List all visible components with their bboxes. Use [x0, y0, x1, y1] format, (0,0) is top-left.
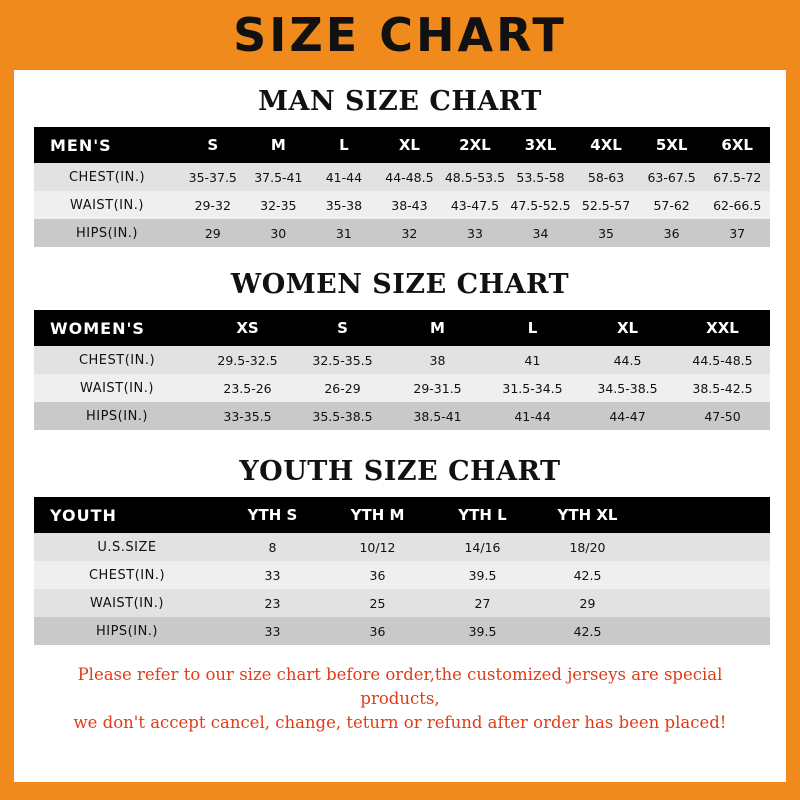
youth-size-table	[34, 497, 770, 645]
youth-col-1: YTH M	[325, 497, 430, 533]
women-row-2-label: HIPS(IN.)	[34, 402, 200, 430]
youth-r1c3: 42.5	[535, 561, 640, 589]
man-col-6: 4XL	[573, 127, 639, 163]
youth-col-spacer	[640, 497, 770, 533]
table-row	[34, 346, 770, 374]
youth-col-0: YTH S	[220, 497, 325, 533]
man-r1c0: 29-32	[180, 191, 246, 219]
youth-table-header	[34, 497, 770, 533]
youth-r0c3: 18/20	[535, 533, 640, 561]
women-section-title: WOMEN SIZE CHART	[230, 269, 570, 300]
youth-col-3: YTH XL	[535, 497, 640, 533]
man-r1c7: 57-62	[639, 191, 705, 219]
man-r1c4: 43-47.5	[442, 191, 508, 219]
table-row	[34, 589, 770, 617]
women-r2c3: 41-44	[485, 402, 580, 430]
man-row-1-label: WAIST(IN.)	[34, 191, 180, 219]
content	[14, 86, 786, 735]
women-r2c5: 47-50	[675, 402, 770, 430]
women-r0c1: 32.5-35.5	[295, 346, 390, 374]
youth-r3c2: 39.5	[430, 617, 535, 645]
women-r2c1: 35.5-38.5	[295, 402, 390, 430]
women-col-4: XL	[580, 310, 675, 346]
man-r2c7: 36	[639, 219, 705, 247]
youth-row-3-label: HIPS(IN.)	[34, 617, 220, 645]
women-r2c4: 44-47	[580, 402, 675, 430]
man-r1c2: 35-38	[311, 191, 377, 219]
man-r0c1: 37.5-41	[246, 163, 312, 191]
man-r1c5: 47.5-52.5	[508, 191, 574, 219]
table-row	[34, 533, 770, 561]
women-r1c5: 38.5-42.5	[675, 374, 770, 402]
man-r1c6: 52.5-57	[573, 191, 639, 219]
youth-r2c0: 23	[220, 589, 325, 617]
women-r0c3: 41	[485, 346, 580, 374]
man-table-body	[34, 163, 770, 247]
footnote-line-1: Please refer to our size chart before order,the customized jerseys are special products,	[77, 665, 723, 708]
youth-table-body	[34, 533, 770, 645]
youth-r2c1: 25	[325, 589, 430, 617]
women-col-0: XS	[200, 310, 295, 346]
footnote	[50, 663, 750, 735]
youth-r0-spacer	[640, 533, 770, 561]
women-r0c0: 29.5-32.5	[200, 346, 295, 374]
table-header-row	[34, 127, 770, 163]
man-r0c0: 35-37.5	[180, 163, 246, 191]
man-r2c3: 32	[377, 219, 443, 247]
youth-r3c3: 42.5	[535, 617, 640, 645]
youth-r0c0: 8	[220, 533, 325, 561]
women-r1c4: 34.5-38.5	[580, 374, 675, 402]
bottom-accent-bar	[0, 782, 800, 800]
man-r0c2: 41-44	[311, 163, 377, 191]
youth-r0c2: 14/16	[430, 533, 535, 561]
youth-col-2: YTH L	[430, 497, 535, 533]
youth-r1c0: 33	[220, 561, 325, 589]
youth-r0c1: 10/12	[325, 533, 430, 561]
man-col-2: L	[311, 127, 377, 163]
banner-title: SIZE CHART	[233, 8, 567, 62]
table-row	[34, 402, 770, 430]
man-r2c1: 30	[246, 219, 312, 247]
man-r0c6: 58-63	[573, 163, 639, 191]
youth-r1c1: 36	[325, 561, 430, 589]
man-r2c8: 37	[704, 219, 770, 247]
women-r1c1: 26-29	[295, 374, 390, 402]
table-header-row	[34, 497, 770, 533]
youth-r3c0: 33	[220, 617, 325, 645]
women-r2c0: 33-35.5	[200, 402, 295, 430]
women-r0c5: 44.5-48.5	[675, 346, 770, 374]
table-row	[34, 191, 770, 219]
man-header-corner: MEN'S	[34, 127, 180, 163]
youth-r1-spacer	[640, 561, 770, 589]
women-col-2: M	[390, 310, 485, 346]
women-col-3: L	[485, 310, 580, 346]
man-col-3: XL	[377, 127, 443, 163]
man-col-5: 3XL	[508, 127, 574, 163]
man-table-header	[34, 127, 770, 163]
youth-header-corner: YOUTH	[34, 497, 220, 533]
table-row	[34, 374, 770, 402]
man-col-4: 2XL	[442, 127, 508, 163]
women-row-1-label: WAIST(IN.)	[34, 374, 200, 402]
man-r0c7: 63-67.5	[639, 163, 705, 191]
man-section-title: MAN SIZE CHART	[258, 86, 542, 117]
man-col-7: 5XL	[639, 127, 705, 163]
youth-r3c1: 36	[325, 617, 430, 645]
youth-row-0-label: U.S.SIZE	[34, 533, 220, 561]
women-r1c0: 23.5-26	[200, 374, 295, 402]
man-r1c3: 38-43	[377, 191, 443, 219]
man-r0c5: 53.5-58	[508, 163, 574, 191]
youth-r1c2: 39.5	[430, 561, 535, 589]
women-table-body	[34, 346, 770, 430]
footnote-line-2: we don't accept cancel, change, teturn or refund after order has been placed!	[73, 712, 727, 732]
women-size-table	[34, 310, 770, 430]
table-row	[34, 617, 770, 645]
man-col-8: 6XL	[704, 127, 770, 163]
man-r2c5: 34	[508, 219, 574, 247]
man-r0c8: 67.5-72	[704, 163, 770, 191]
women-r0c4: 44.5	[580, 346, 675, 374]
women-header-corner: WOMEN'S	[34, 310, 200, 346]
women-table-header	[34, 310, 770, 346]
women-r0c2: 38	[390, 346, 485, 374]
man-r2c6: 35	[573, 219, 639, 247]
man-col-1: M	[246, 127, 312, 163]
table-row	[34, 561, 770, 589]
women-row-0-label: CHEST(IN.)	[34, 346, 200, 374]
women-r1c3: 31.5-34.5	[485, 374, 580, 402]
man-r2c4: 33	[442, 219, 508, 247]
man-row-0-label: CHEST(IN.)	[34, 163, 180, 191]
banner	[0, 0, 800, 70]
youth-r2-spacer	[640, 589, 770, 617]
youth-section-title: YOUTH SIZE CHART	[239, 456, 561, 487]
man-r0c3: 44-48.5	[377, 163, 443, 191]
man-col-0: S	[180, 127, 246, 163]
youth-r2c3: 29	[535, 589, 640, 617]
women-col-1: S	[295, 310, 390, 346]
table-row	[34, 219, 770, 247]
man-r2c2: 31	[311, 219, 377, 247]
man-r0c4: 48.5-53.5	[442, 163, 508, 191]
table-row	[34, 163, 770, 191]
table-header-row	[34, 310, 770, 346]
youth-row-2-label: WAIST(IN.)	[34, 589, 220, 617]
women-col-5: XXL	[675, 310, 770, 346]
man-size-table	[34, 127, 770, 247]
women-r1c2: 29-31.5	[390, 374, 485, 402]
youth-row-1-label: CHEST(IN.)	[34, 561, 220, 589]
man-r1c1: 32-35	[246, 191, 312, 219]
youth-r2c2: 27	[430, 589, 535, 617]
man-row-2-label: HIPS(IN.)	[34, 219, 180, 247]
women-r2c2: 38.5-41	[390, 402, 485, 430]
youth-r3-spacer	[640, 617, 770, 645]
man-r2c0: 29	[180, 219, 246, 247]
man-r1c8: 62-66.5	[704, 191, 770, 219]
